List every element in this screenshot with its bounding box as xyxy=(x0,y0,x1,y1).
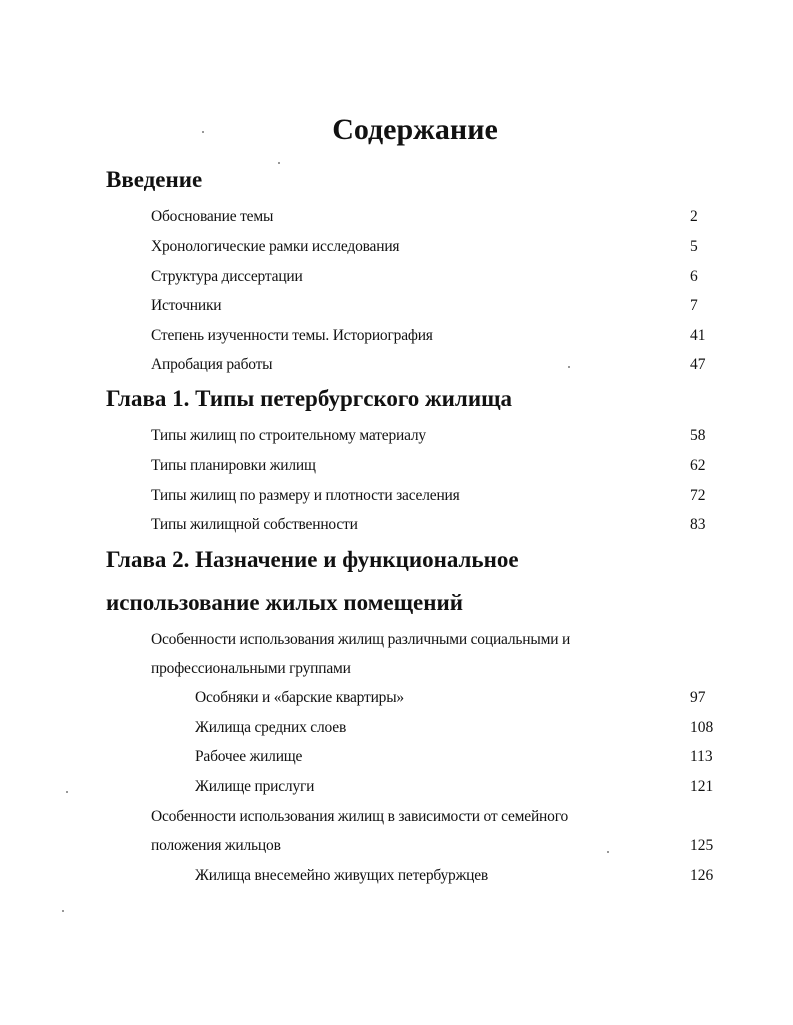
toc-entry-label: Структура диссертации xyxy=(151,268,303,285)
toc-entry-label: Типы жилищ по размеру и плотности заселения xyxy=(151,487,460,504)
scan-speck xyxy=(66,791,68,793)
toc-subentry-label: Жилище прислуги xyxy=(195,778,315,795)
toc-subentry-label: Особняки и «барские квартиры» xyxy=(195,689,404,706)
toc-entry-label: Хронологические рамки исследования xyxy=(151,238,400,255)
scan-speck xyxy=(568,366,570,368)
scan-speck xyxy=(278,162,280,164)
toc-entry-page: 58 xyxy=(690,427,706,444)
toc-entry-label: Типы планировки жилищ xyxy=(151,457,316,474)
toc-entry-page: 97 xyxy=(690,689,706,706)
chapter-heading-2-line1: Глава 2. Назначение и функциональное xyxy=(106,547,519,572)
toc-entry-label: Типы жилищ по строительному материалу xyxy=(151,427,426,444)
toc-entry-label: Типы жилищной собственности xyxy=(151,516,358,533)
toc-section-label: профессиональными группами xyxy=(151,660,351,677)
toc-section-label: Особенности использования жилищ различными социальными и xyxy=(151,631,571,648)
scan-speck xyxy=(62,910,64,912)
toc-entry-page: 41 xyxy=(690,327,706,344)
page-title: Содержание xyxy=(332,113,498,146)
toc-entry-page: 83 xyxy=(690,516,706,533)
toc-entry-page: 62 xyxy=(690,457,706,474)
toc-entry-page: 6 xyxy=(690,268,698,285)
toc-section-label: положения жильцов xyxy=(151,837,281,854)
scan-speck xyxy=(202,131,204,133)
toc-entry-page: 47 xyxy=(690,356,706,373)
toc-entry-page: 7 xyxy=(690,297,698,314)
toc-entry-label: Степень изученности темы. Историография xyxy=(151,327,433,344)
toc-entry-label: Апробация работы xyxy=(151,356,273,373)
toc-entry-page: 2 xyxy=(690,208,698,225)
toc-entry-label: Обоснование темы xyxy=(151,208,274,225)
chapter-heading-introduction: Введение xyxy=(106,167,203,192)
toc-entry-page: 125 xyxy=(690,837,714,854)
toc-entry-page: 126 xyxy=(690,867,714,884)
toc-subentry-label: Жилища внесемейно живущих петербуржцев xyxy=(195,867,489,884)
toc-section-label: Особенности использования жилищ в зависимости от семейного xyxy=(151,808,569,825)
toc-entry-label: Источники xyxy=(151,297,222,314)
toc-entry-page: 121 xyxy=(690,778,714,795)
toc-entry-page: 113 xyxy=(690,748,713,765)
toc-subentry-label: Жилища средних слоев xyxy=(195,719,347,736)
toc-entry-page: 108 xyxy=(690,719,714,736)
scan-speck xyxy=(607,851,609,853)
chapter-heading-1: Глава 1. Типы петербургского жилища xyxy=(106,386,512,411)
chapter-heading-2-line2: использование жилых помещений xyxy=(106,590,464,615)
toc-entry-page: 72 xyxy=(690,487,706,504)
toc-entry-page: 5 xyxy=(690,238,698,255)
toc-subentry-label: Рабочее жилище xyxy=(195,748,303,765)
